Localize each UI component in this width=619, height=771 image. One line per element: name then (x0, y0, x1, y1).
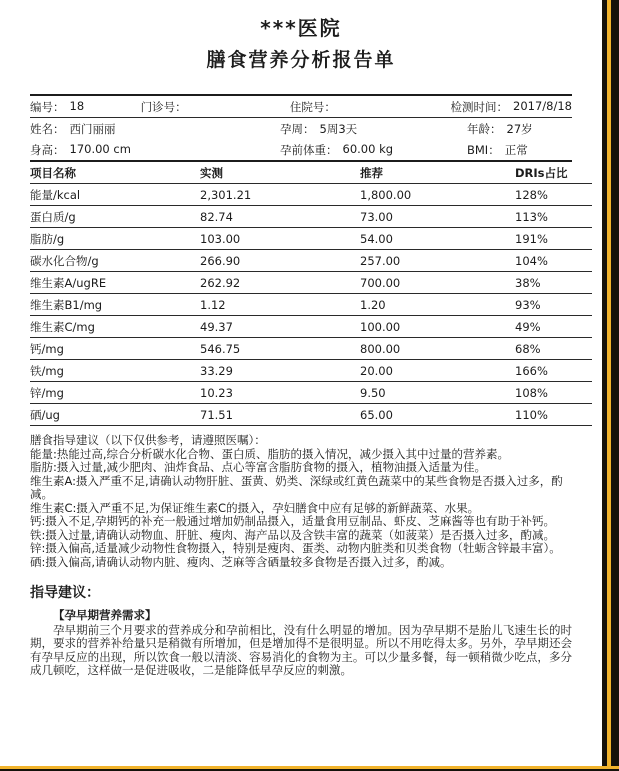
col-header-measured: 实测 (200, 162, 360, 184)
field-value: 正常 (504, 142, 528, 157)
recommended-cell: 100.00 (360, 316, 515, 338)
recommended-cell: 54.00 (360, 228, 515, 250)
item-name-cell: 能量/kcal (30, 184, 200, 206)
report-titles (0, 0, 602, 72)
field-value: 5周3天 (319, 121, 358, 136)
advice-item-vitamin-a: 维生素A:摄入严重不足,请确认动物肝脏、蛋黄、奶类、深绿或红黄色蔬菜中的某些食物是否摄入过多，酌减。 (30, 473, 563, 501)
table-row (30, 404, 592, 426)
dris-cell: 104% (515, 250, 592, 272)
item-name-cell: 碳水化合物/g (30, 250, 200, 272)
measured-cell: 82.74 (200, 206, 360, 228)
field-inpatient-no (290, 99, 451, 115)
advice-item-selenium: 硒:摄入偏高,请确认动物内脏、瘦肉、芝麻等含硒量较多食物是否摄入过多，酌减。 (30, 554, 452, 569)
dris-cell: 108% (515, 382, 592, 404)
table-row (30, 250, 592, 272)
item-name-cell: 硒/ug (30, 404, 200, 426)
field-name (30, 121, 280, 137)
item-name-cell: 维生素B1/mg (30, 294, 200, 316)
field-value: 170.00 cm (69, 141, 131, 156)
item-name-cell: 蛋白质/g (30, 206, 200, 228)
field-label: 姓名： (30, 121, 65, 136)
item-name-cell: 维生素A/ugRE (30, 272, 200, 294)
dris-cell: 68% (515, 338, 592, 360)
recommended-cell: 73.00 (360, 206, 515, 228)
advice-item-zinc: 锌:摄入偏高,适量减少动物性食物摄入，特别是瘦肉、蛋类、动物内脏类和贝类食物（牡蛎含锌最丰富）。 (30, 541, 561, 555)
field-value: 18 (69, 98, 85, 113)
table-row (30, 294, 592, 316)
measured-cell: 10.23 (200, 382, 360, 404)
dris-cell: 128% (515, 184, 592, 206)
dris-cell: 110% (515, 404, 592, 426)
field-prepregnancy-weight (280, 142, 467, 158)
field-value: 西门丽丽 (69, 121, 116, 136)
guidance-subheading: 【孕早期营养需求】 (53, 608, 157, 622)
dris-cell: 49% (515, 316, 592, 338)
field-label: 门诊号： (140, 99, 187, 114)
dris-cell: 93% (515, 294, 592, 316)
field-label: 检测时间： (450, 99, 509, 114)
field-label: 身高： (30, 142, 65, 157)
advice-item-energy: 能量:热能过高,综合分析碳水化合物、蛋白质、脂肪的摄入情况，减少摄入其中过量的营养素。 (30, 446, 510, 461)
recommended-cell: 800.00 (360, 338, 515, 360)
recommended-cell: 20.00 (360, 360, 515, 382)
advice-intro: 膳食指导建议（以下仅供参考，请遵照医嘱）： (30, 433, 266, 447)
window-bottom-frame (0, 766, 619, 771)
recommended-cell: 1.20 (360, 294, 515, 316)
guidance-paragraph: 孕早期前三个月要求的营养成分和孕前相比，没有什么明显的增加。因为孕早期不是胎儿飞速生长的时期，要求的营养补给量只是稍微有所增加，但是增加得不是很明显。所以不用吃得太多。另外，孕早期还会有孕早反应的出现，所以饮食一般以清淡、容易消化的食物为主。可以少量多餐，每一顿稍微少吃点，多分成几顿吃，这样做一是促进吸收，二是能降低早孕反应的刺激。 (30, 622, 572, 677)
guidance-heading: 指导建议： (30, 585, 100, 601)
advice-item-fat: 脂肪:摄入过量,减少肥肉、油炸食品、点心等富含脂肪食物的摄入，植物油摄入适量为佳。 (30, 460, 487, 474)
measured-cell: 1.12 (200, 294, 360, 316)
col-header-item-name: 项目名称 (30, 162, 200, 184)
field-value: 2017/8/18 (513, 98, 572, 113)
item-name-cell: 锌/mg (30, 382, 200, 404)
table-row (30, 338, 592, 360)
field-outpatient-no (141, 99, 290, 115)
patient-info (30, 94, 572, 162)
table-header-row (30, 162, 592, 184)
dris-cell: 191% (515, 228, 592, 250)
item-name-cell: 铁/mg (30, 360, 200, 382)
field-gestation-week (280, 121, 467, 137)
measured-cell: 546.75 (200, 338, 360, 360)
field-value: 60.00 kg (342, 141, 394, 156)
table-row (30, 206, 592, 228)
field-label: 孕周： (280, 121, 315, 136)
field-record-no (30, 99, 141, 115)
advice-item-vitamin-c: 维生素C:摄入严重不足,为保证维生素C的摄入，孕妇膳食中应有足够的新鲜蔬菜、水果。 (30, 500, 480, 515)
measured-cell: 2,301.21 (200, 184, 360, 206)
field-label: 编号： (30, 99, 65, 114)
field-age (467, 121, 572, 137)
table-row (30, 228, 592, 250)
recommended-cell: 65.00 (360, 404, 515, 426)
item-name-cell: 脂肪/g (30, 228, 200, 250)
measured-cell: 71.51 (200, 404, 360, 426)
measured-cell: 33.29 (200, 360, 360, 382)
recommended-cell: 700.00 (360, 272, 515, 294)
advice-item-calcium: 钙:摄入不足,孕期钙的补充一般通过增加奶制品摄入，适量食用豆制品、虾皮、芝麻酱等也有助于补钙。 (30, 514, 556, 528)
window-right-frame (602, 0, 619, 771)
advice-item-iron: 铁:摄入过量,请确认动物血、肝脏、瘦肉、海产品以及含铁丰富的蔬菜（如菠菜）是否摄入过多，酌减。 (30, 527, 556, 542)
measured-cell: 103.00 (200, 228, 360, 250)
field-label: BMI： (467, 142, 500, 157)
diet-advice-block (30, 434, 572, 569)
table-row (30, 360, 592, 382)
table-row (30, 316, 592, 338)
item-name-cell: 钙/mg (30, 338, 200, 360)
dris-cell: 113% (515, 206, 592, 228)
recommended-cell: 257.00 (360, 250, 515, 272)
measured-cell: 262.92 (200, 272, 360, 294)
field-label: 孕前体重： (280, 142, 338, 157)
col-header-recommended: 推荐 (360, 162, 515, 184)
patient-info-row-2 (30, 118, 572, 139)
item-name-cell: 维生素C/mg (30, 316, 200, 338)
table-row (30, 382, 592, 404)
dris-cell: 166% (515, 360, 592, 382)
table-row (30, 184, 592, 206)
patient-info-row-3 (30, 139, 572, 160)
col-header-dris: DRIs占比 (515, 162, 592, 184)
dris-cell: 38% (515, 272, 592, 294)
table-row (30, 272, 592, 294)
patient-info-row-1 (30, 96, 572, 118)
field-height (30, 142, 280, 158)
recommended-cell: 9.50 (360, 382, 515, 404)
field-test-date (451, 99, 572, 115)
nutrient-table (30, 162, 592, 426)
field-label: 年龄： (467, 121, 502, 136)
measured-cell: 49.37 (200, 316, 360, 338)
field-value: 27岁 (506, 121, 533, 136)
field-label: 住院号： (289, 99, 336, 114)
recommended-cell: 1,800.00 (360, 184, 515, 206)
hospital-title: ***医院 (260, 16, 342, 40)
report-title: 膳食营养分析报告单 (206, 49, 396, 71)
measured-cell: 266.90 (200, 250, 360, 272)
field-bmi (467, 142, 572, 158)
